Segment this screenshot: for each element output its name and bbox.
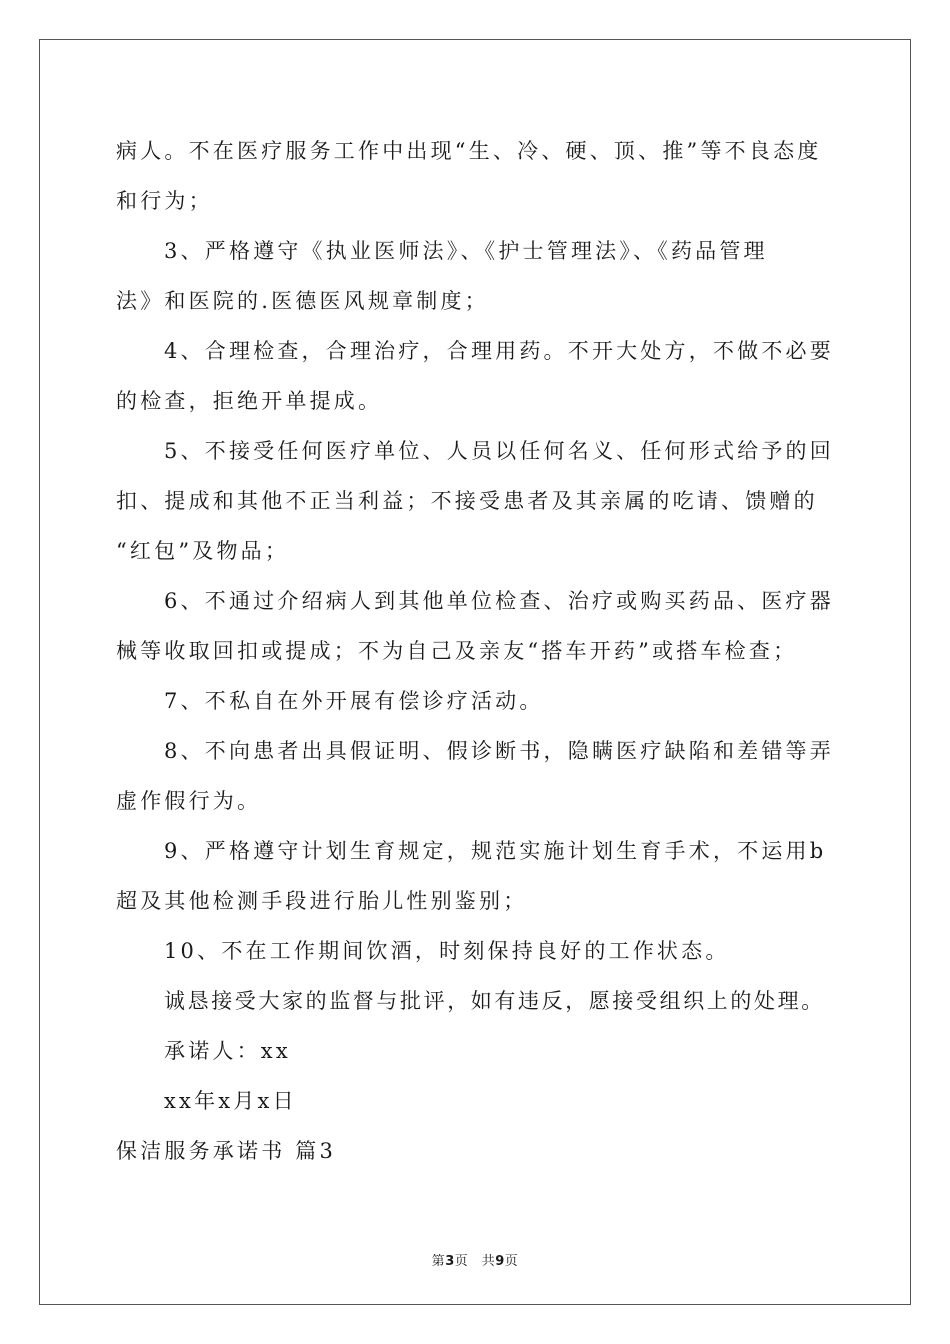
signatory: 承诺人：xx	[164, 1039, 291, 1063]
footer-prefix: 第	[431, 1254, 446, 1269]
footer-page-number: 3	[445, 1254, 455, 1269]
footer-mid: 页 共	[454, 1254, 496, 1269]
body-line-2: 和行为；	[116, 189, 213, 213]
item-4-line-1: 4、合理检查，合理治疗，合理用药。不开大处方，不做不必要	[164, 339, 834, 363]
item-5-line-3: “红包”及物品；	[116, 539, 290, 563]
page-border	[39, 39, 911, 1305]
item-8-line-2: 虚作假行为。	[116, 789, 262, 813]
body-line-1: 病人。不在医疗服务工作中出现“生、冷、硬、顶、推”等不良态度	[116, 139, 822, 163]
item-3-line-1: 3、严格遵守《执业医师法》、《护士管理法》、《药品管理	[164, 239, 768, 263]
item-6-line-2: 械等收取回扣或提成；不为自己及亲友“搭车开药”或搭车检查；	[116, 639, 798, 663]
closing-statement: 诚恳接受大家的监督与批评，如有违反，愿接受组织上的处理。	[164, 989, 825, 1013]
item-9-line-1: 9、严格遵守计划生育规定，规范实施计划生育手术，不运用b	[164, 839, 827, 863]
item-3-line-2: 法》和医院的.医德医风规章制度；	[116, 289, 489, 313]
item-10-line-1: 10、不在工作期间饮酒，时刻保持良好的工作状态。	[164, 939, 730, 963]
date-line: xx年x月x日	[164, 1089, 297, 1113]
item-6-line-1: 6、不通过介绍病人到其他单位检查、治疗或购买药品、医疗器	[164, 589, 834, 613]
item-5-line-2: 扣、提成和其他不正当利益；不接受患者及其亲属的吃请、馈赠的	[116, 489, 818, 513]
item-8-line-1: 8、不向患者出具假证明、假诊断书，隐瞒医疗缺陷和差错等弄	[164, 739, 834, 763]
item-5-line-1: 5、不接受任何医疗单位、人员以任何名义、任何形式给予的回	[164, 439, 834, 463]
section-heading: 保洁服务承诺书 篇3	[116, 1139, 337, 1163]
footer-total-pages: 9	[495, 1254, 505, 1269]
page-footer	[0, 1250, 950, 1269]
item-9-line-2: 超及其他检测手段进行胎儿性别鉴别；	[116, 889, 528, 913]
item-7-line-1: 7、不私自在外开展有偿诊疗活动。	[164, 689, 544, 713]
footer-suffix: 页	[504, 1254, 519, 1269]
item-4-line-2: 的检查，拒绝开单提成。	[116, 389, 383, 413]
